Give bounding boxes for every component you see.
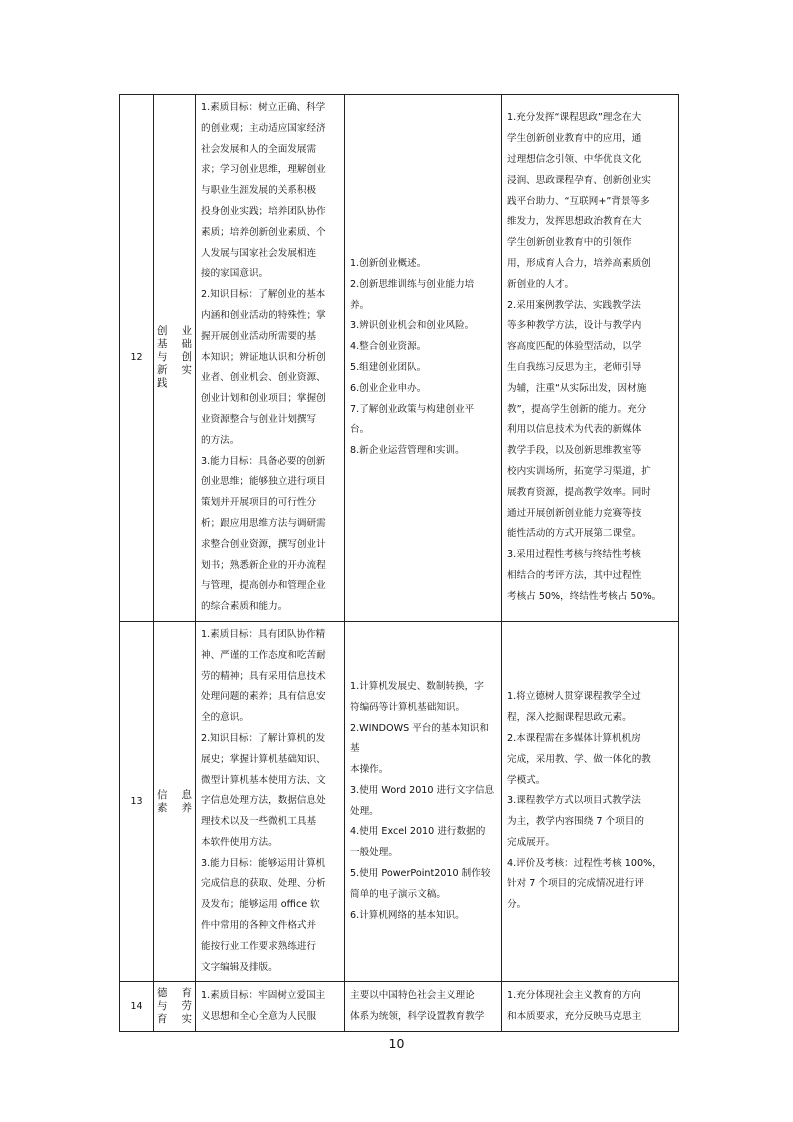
cell-line: 件中常用的各种文件格式并: [201, 920, 317, 932]
cell-line: 3.能力目标：具备必要的创新: [201, 455, 326, 467]
cell-line: 2.WINDOWS 平台的基本知识和基: [350, 722, 489, 755]
cell-line: 2.本课程需在多媒体计算机机房: [507, 732, 641, 744]
course-goals: [196, 621, 345, 982]
cell-line: 展史；掌握计算机基础知识、: [201, 753, 326, 765]
cell-line: 人发展与国家社会发展相连: [201, 247, 317, 259]
cell-line: 相结合的考评方法，其中过程性: [507, 569, 642, 581]
cell-line: 为主，教学内容围绕 7 个项目的: [507, 816, 644, 828]
table-row: [120, 95, 679, 622]
cell-line: 本软件使用方法。: [201, 836, 278, 848]
cell-line: 利用以信息技术为代表的新媒体: [507, 424, 642, 436]
cell-line: 业资源整合与创业计划撰写: [201, 413, 317, 425]
cell-line: 分。: [507, 899, 527, 911]
cell-line: 考核占 50%，终结性考核占 50%。: [507, 590, 662, 602]
course-name: [154, 95, 196, 622]
cell-line: 微型计算机基本使用方法、文: [201, 774, 326, 786]
cell-line: 1.素质目标：具有团队协作精: [201, 628, 326, 640]
cell-line: 2.创新思维训练与创业能力培: [350, 278, 475, 290]
cell-line: 理技术以及一些微机工具基: [201, 816, 317, 828]
cell-line: 1.计算机发展史、数制转换，字: [350, 680, 484, 692]
cell-line: 本知识；辨证地认识和分析创: [201, 351, 326, 363]
cell-line: 字信息处理方法，数据信息处: [201, 795, 326, 807]
course-name: [154, 982, 196, 1032]
course-name-line: 基 础: [157, 338, 192, 351]
page-number: 10: [388, 1036, 405, 1051]
cell-line: 与管理，提高创办和管理企业: [201, 580, 326, 592]
cell-line: 6.计算机网络的基本知识。: [350, 909, 465, 921]
cell-line: 1.素质目标：树立正确、科学: [201, 102, 326, 113]
cell-line: 用，形成育人合力，培养高素质创: [507, 257, 651, 269]
cell-line: 维发力，发挥思想政治教育在大: [507, 216, 642, 228]
cell-line: 校内实训场所，拓宽学习渠道，扩: [507, 465, 651, 477]
cell-line: 养。: [350, 299, 370, 311]
curriculum-table: [119, 94, 679, 1032]
course-name-line: 与 创: [157, 351, 192, 364]
teaching-method: [502, 95, 679, 622]
cell-line: 程，深入挖掘课程思政元素。: [507, 712, 632, 724]
cell-line: 1.充分发挥“课程思政”理念在大: [507, 112, 642, 124]
cell-line: 的综合素质和能力。: [201, 601, 288, 613]
cell-line: 社会发展和人的全面发展需: [201, 143, 317, 155]
course-name: [154, 621, 196, 982]
cell-line: 3.采用过程性考核与终结性考核: [507, 549, 641, 561]
cell-line: 创业思维；能够独立进行项目: [201, 476, 326, 488]
cell-line: 劳的精神；具有采用信息技术: [201, 670, 326, 682]
cell-line: 神、严谨的工作态度和吃苦耐: [201, 649, 326, 661]
cell-line: 教学手段，以及创新思维教室等: [507, 445, 642, 457]
cell-line: 过理想信念引领、中华优良文化: [507, 153, 642, 165]
cell-line: 1.充分体现社会主义教育的方向: [507, 990, 641, 1002]
course-number: 14: [120, 982, 154, 1032]
cell-line: 完成，采用教、学、做一体化的教: [507, 753, 651, 765]
cell-line: 体系为统领，科学设置教育教学: [350, 1010, 485, 1022]
cell-line: 2.知识目标：了解创业的基本: [201, 289, 326, 301]
cell-line: 3.能力目标：能够运用计算机: [201, 857, 326, 869]
course-name-line: 德 育: [157, 987, 192, 1000]
cell-line: 简单的电子演示文稿。: [350, 888, 446, 900]
cell-line: 策划并开展项目的可行性分: [201, 497, 317, 509]
cell-line: 析；跟应用思维方法与调研需: [201, 517, 326, 529]
cell-line: 处理。: [350, 805, 379, 817]
cell-line: 1.将立德树人贯穿课程教学全过: [507, 691, 641, 703]
cell-line: 文字编辑及排版。: [201, 961, 278, 973]
cell-line: 完成信息的获取、处理、分析: [201, 878, 326, 890]
cell-line: 通过开展创新创业能力竞赛等技: [507, 507, 642, 519]
course-name-line: 育 实: [157, 1013, 192, 1026]
cell-line: 业者、创业机会、创业资源、: [201, 372, 326, 384]
cell-line: 求；学习创业思维，理解创业: [201, 164, 326, 176]
cell-line: 内涵和创业活动的特殊性；掌: [201, 309, 326, 321]
cell-line: 4.评价及考核：过程性考核 100%，: [507, 857, 662, 869]
course-name-line: 新 实: [157, 364, 192, 377]
course-name-line: 践: [157, 377, 168, 390]
cell-line: 握开展创业活动所需要的基: [201, 330, 317, 342]
course-name-line: 素 养: [157, 801, 192, 814]
cell-line: 学模式。: [507, 774, 546, 786]
cell-line: 与职业生涯发展的关系积极: [201, 185, 317, 197]
cell-line: 能性活动的方式开展第二课堂。: [507, 528, 642, 540]
course-number: 13: [120, 621, 154, 982]
course-name-line: 信 息: [157, 788, 192, 801]
cell-line: 的创业观；主动适应国家经济: [201, 122, 326, 134]
cell-line: 全的意识。: [201, 712, 249, 724]
cell-line: 求整合创业资源，撰写创业计: [201, 538, 326, 550]
cell-line: 义思想和全心全意为人民服: [201, 1010, 317, 1022]
cell-line: 3.辨识创业机会和创业风险。: [350, 320, 475, 332]
course-goals: [196, 95, 345, 622]
teaching-method: [502, 621, 679, 982]
cell-line: 4.整合创业资源。: [350, 341, 427, 353]
cell-line: 素质；培养创新创业素质、个: [201, 226, 326, 238]
course-name-line: 创 业: [157, 325, 192, 338]
course-goals: [196, 982, 345, 1032]
cell-line: 符编码等计算机基础知识。: [350, 701, 466, 713]
course-content: [345, 621, 502, 982]
table-row: [120, 621, 679, 982]
course-content: [345, 95, 502, 622]
cell-line: 学生创新创业教育中的应用，通: [507, 133, 642, 145]
cell-line: 的方法。: [201, 434, 240, 446]
cell-line: 等多种教学方法，设计与教学内: [507, 320, 642, 332]
cell-line: 4.使用 Excel 2010 进行数据的: [350, 826, 486, 838]
cell-line: 6.创业企业申办。: [350, 382, 427, 394]
course-number: 12: [120, 95, 154, 622]
cell-line: 1.素质目标：牢固树立爱国主: [201, 990, 326, 1002]
cell-line: 浸润、思政课程孕育、创新创业实: [507, 174, 651, 186]
cell-line: 8.新企业运营管理和实训。: [350, 445, 465, 457]
cell-line: 处理问题的素养；具有信息安: [201, 691, 326, 703]
cell-line: 7.了解创业政策与构建创业平: [350, 403, 475, 415]
cell-line: 为辅，注重“从实际出发，因材施: [507, 382, 647, 394]
cell-line: 完成展开。: [507, 836, 555, 848]
teaching-method: [502, 982, 679, 1032]
cell-line: 及发布；能够运用 office 软: [201, 899, 320, 911]
cell-line: 投身创业实践；培养团队协作: [201, 205, 326, 217]
course-content: [345, 982, 502, 1032]
cell-line: 学生创新创业教育中的引领作: [507, 237, 632, 249]
cell-line: 接的家国意识。: [201, 268, 269, 280]
cell-line: 针对 7 个项目的完成情况进行评: [507, 878, 644, 890]
cell-line: 台。: [350, 424, 370, 436]
cell-line: 教”，提高学生创新的能力。充分: [507, 403, 647, 415]
cell-line: 划书；熟悉新企业的开办流程: [201, 559, 326, 571]
cell-line: 新创业的人才。: [507, 278, 575, 290]
cell-line: 3.使用 Word 2010 进行文字信息: [350, 784, 495, 796]
cell-line: 5.使用 PowerPoint2010 制作较: [350, 868, 491, 880]
cell-line: 能按行业工作要求熟练进行: [201, 940, 317, 952]
cell-line: 展教育资源，提高教学效率。同时: [507, 486, 651, 498]
cell-line: 践平台助力、“互联网+”背景等多: [507, 195, 650, 207]
cell-line: 创业计划和创业项目；掌握创: [201, 393, 326, 405]
cell-line: 容高度匹配的体验型活动，以学: [507, 341, 642, 353]
cell-line: 生自我练习反思为主，老师引导: [507, 361, 642, 373]
table-row: [120, 982, 679, 1032]
course-name-line: 与 劳: [157, 1000, 192, 1013]
cell-line: 和本质要求，充分反映马克思主: [507, 1010, 642, 1022]
cell-line: 1.创新创业概述。: [350, 257, 427, 269]
cell-line: 5.组建创业团队。: [350, 361, 427, 373]
cell-line: 一般处理。: [350, 847, 398, 859]
cell-line: 主要以中国特色社会主义理论: [350, 990, 475, 1002]
cell-line: 3.课程教学方式以项目式教学法: [507, 795, 641, 807]
cell-line: 2.采用案例教学法、实践教学法: [507, 299, 641, 311]
cell-line: 2.知识目标：了解计算机的发: [201, 732, 326, 744]
cell-line: 本操作。: [350, 764, 389, 776]
